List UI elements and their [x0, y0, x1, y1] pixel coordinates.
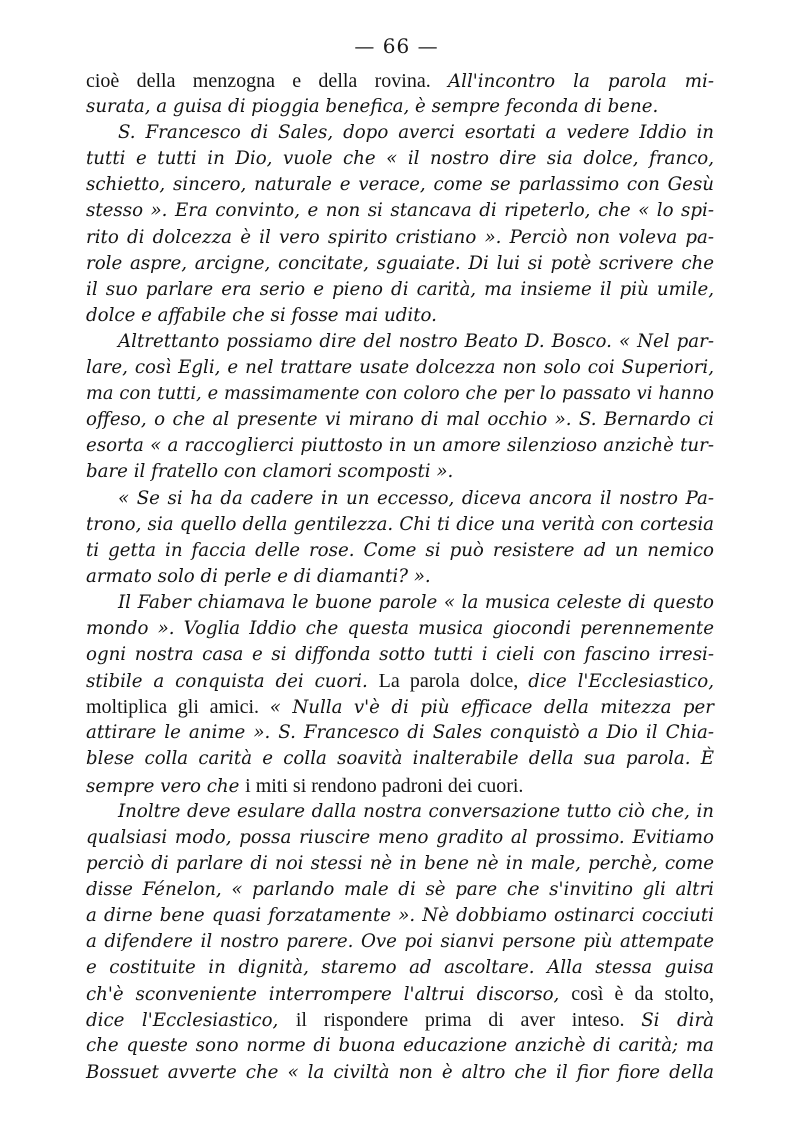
text-line [86, 955, 714, 981]
italic-text-run: sempre vero che [86, 775, 246, 797]
italic-text-run: All'incontro la parola mi- [448, 71, 714, 92]
italic-text-run: mondo ». Voglia Iddio che questa musica giocondi perennemente [86, 617, 714, 639]
italic-text-run: ch'è sconveniente interrompere l'altrui discorso, [86, 984, 572, 1006]
page-number: — 66 — [354, 34, 439, 58]
italic-text-run: surata, a guisa di pioggia benefica, è sempre feconda di bene. [86, 96, 659, 118]
text-line [86, 538, 714, 564]
italic-text-run: stibile a conquista dei cuori. [86, 671, 379, 693]
text-line [86, 1060, 714, 1086]
italic-text-run: blese colla carità e colla soavità inalterabile della sua parola. È [86, 748, 714, 770]
text-line [86, 616, 714, 642]
italic-text-run: dice l'Ecclesiastico, [528, 671, 715, 693]
text-line [86, 407, 714, 433]
text-line [86, 146, 714, 172]
paragraph-first-line [86, 799, 714, 825]
body-text [86, 68, 714, 1086]
text-line [86, 851, 714, 877]
italic-text-run: Altrettanto possiamo dire del nostro Beato D. Bosco. « Nel par- [118, 330, 714, 352]
italic-text-run: attirare le anime ». S. Francesco di Sales conquistò a Dio il Chia- [86, 722, 714, 744]
text-line [86, 720, 714, 746]
text-line [86, 981, 714, 1007]
italic-text-run: lare, così Egli, e nel trattare usate dolcezza non solo coi Superiori, [86, 357, 714, 379]
text-line [86, 172, 714, 198]
italic-text-run: bare il fratello con clamori scomposti ». [86, 461, 454, 483]
italic-text-run: dice l'Ecclesiastico, [86, 1010, 296, 1032]
italic-text-run: Inoltre deve esulare dalla nostra conversazione tutto ciò che, in [118, 800, 714, 822]
italic-text-run: Bossuet avverte che « la civiltà non è altro che il fior fiore della [86, 1061, 714, 1083]
roman-text-run: così è da stolto, [571, 983, 714, 1006]
italic-text-run: rito di dolcezza è il vero spirito cristiano ». Perciò non voleva pa- [86, 226, 714, 248]
text-line [86, 303, 714, 329]
italic-text-run: stesso ». Era convinto, e non si stancava di ripeterlo, che « lo spi- [86, 200, 714, 222]
italic-text-run: « Nulla v'è di più efficace della mitezza per [269, 697, 714, 719]
text-line [86, 746, 714, 772]
italic-text-run: a difendere il nostro parere. Ove poi sianvi persone più attempate [86, 931, 714, 953]
italic-text-run: ogni nostra casa e si diffonda sotto tutti i cieli con fascino irresi- [86, 644, 714, 666]
text-line [86, 381, 714, 407]
roman-text-run: moltiplica gli amici. [86, 696, 270, 719]
italic-text-run: ma con tutti, e massimamente con coloro che per lo passato vi hanno [86, 383, 714, 405]
text-line [86, 668, 714, 694]
italic-text-run: armato solo di perle e di diamanti? ». [86, 565, 431, 587]
text-line [86, 929, 714, 955]
italic-text-run: tutti e tutti in Dio, vuole che « il nostro dire sia dolce, franco, [86, 148, 714, 170]
roman-text-run: cioè della menzogna e della rovina. [86, 70, 448, 92]
text-line [86, 94, 714, 120]
text-line [86, 825, 714, 851]
text-line [86, 1007, 714, 1033]
text-line [86, 564, 714, 590]
text-line [86, 225, 714, 251]
italic-text-run: e costituite in dignità, staremo ad ascoltare. Alla stessa guisa [86, 957, 714, 979]
italic-text-run: esorta « a raccoglierci piuttosto in un amore silenzioso anzichè tur- [86, 435, 714, 457]
text-line [86, 68, 714, 94]
text-line [86, 277, 714, 303]
italic-text-run: Il Faber chiamava le buone parole « la musica celeste di questo [118, 591, 714, 613]
paragraph-first-line [86, 120, 714, 146]
text-line [86, 459, 714, 485]
italic-text-run: role aspre, arcigne, concitate, sguaiate. Di lui si potè scrivere che [86, 252, 714, 274]
paragraph-first-line [86, 329, 714, 355]
italic-text-run: perciò di parlare di noi stessi nè in bene nè in male, perchè, come [86, 852, 714, 874]
text-line [86, 773, 714, 799]
roman-text-run: il rispondere prima di aver inteso. [295, 1009, 642, 1032]
italic-text-run: che queste sono norme di buona educazione anzichè di carità; ma [86, 1035, 714, 1057]
italic-text-run: il suo parlare era serio e pieno di carità, ma insieme il più umile, [86, 278, 714, 300]
roman-text-run: i miti si rendono padroni dei cuori. [245, 774, 524, 797]
text-line [86, 512, 714, 538]
paragraph-first-line [86, 486, 714, 512]
roman-text-run: La parola dolce, [378, 670, 529, 693]
italic-text-run: qualsiasi modo, possa riuscire meno gradito al prossimo. Evitiamo [86, 826, 714, 848]
paragraph-first-line [86, 590, 714, 616]
italic-text-run: schietto, sincero, naturale e verace, come se parlassimo con Gesù [86, 174, 714, 196]
text-line [86, 903, 714, 929]
italic-text-run: offeso, o che al presente vi mirano di mal occhio ». S. Bernardo ci [86, 409, 714, 431]
italic-text-run: « Se si ha da cadere in un eccesso, diceva ancora il nostro Pa- [118, 487, 714, 509]
text-line [86, 1033, 714, 1059]
italic-text-run: dolce e affabile che si fosse mai udito. [86, 304, 437, 326]
text-line [86, 355, 714, 381]
text-line [86, 642, 714, 668]
text-line [86, 877, 714, 903]
italic-text-run: S. Francesco di Sales, dopo averci esortati a vedere Iddio in [118, 122, 714, 144]
italic-text-run: ti getta in faccia delle rose. Come si può resistere ad un nemico [86, 539, 714, 561]
text-line [86, 251, 714, 277]
italic-text-run: Si dirà [641, 1010, 714, 1032]
text-line [86, 198, 714, 224]
italic-text-run: trono, sia quello della gentilezza. Chi ti dice una verità con cortesia [86, 513, 714, 535]
text-line [86, 694, 714, 720]
text-line [86, 433, 714, 459]
italic-text-run: disse Fénelon, « parlando male di sè pare che s'invitino gli altri [86, 878, 714, 900]
italic-text-run: a dirne bene quasi forzatamente ». Nè dobbiamo ostinarci cocciuti [86, 905, 714, 926]
